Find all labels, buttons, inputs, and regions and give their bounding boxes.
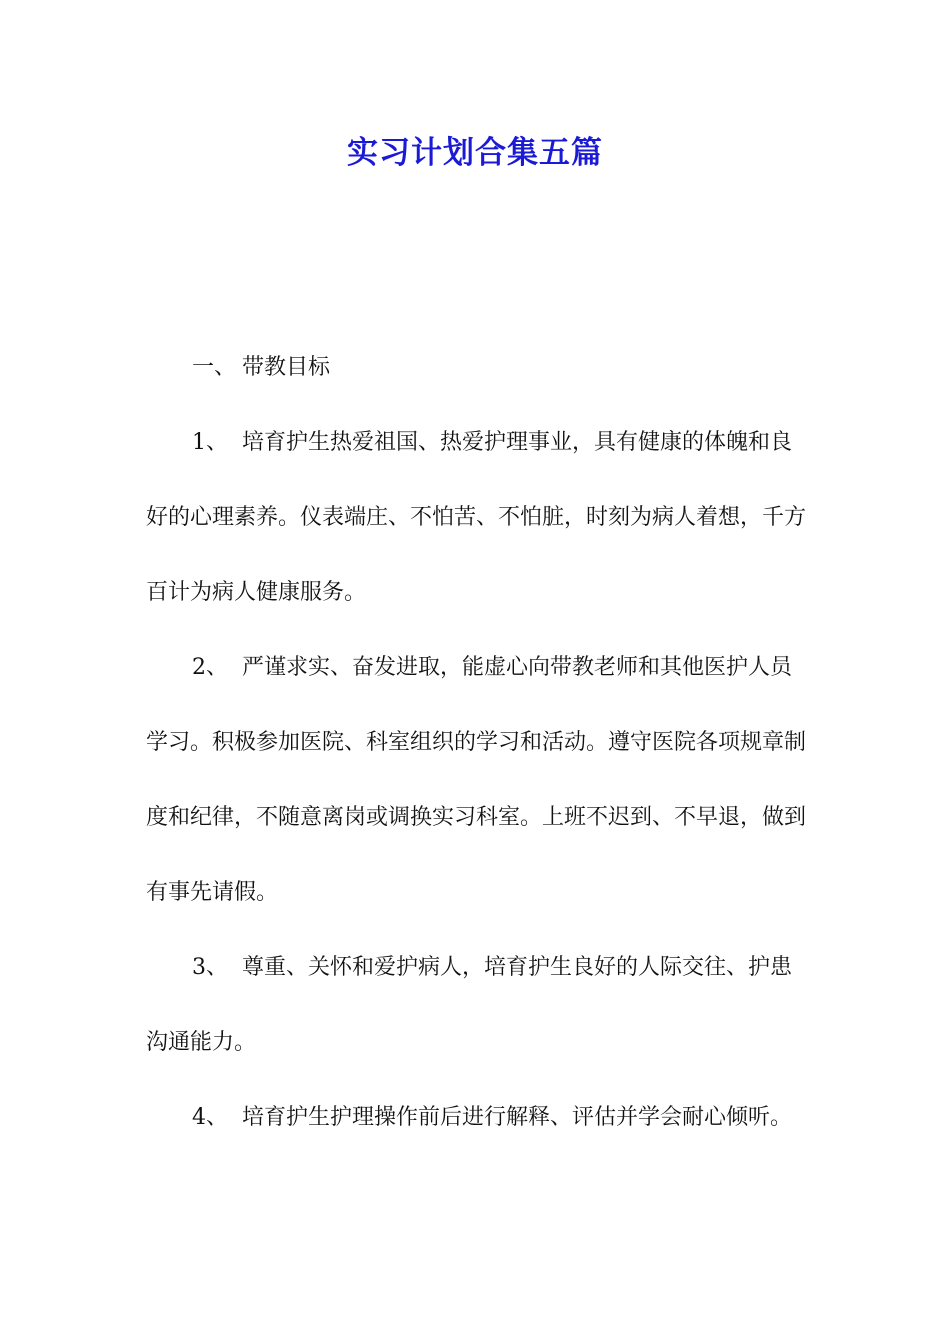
item-text: 尊重、关怀和爱护病人，培育护生良好的人际交往、护患沟通能力。 xyxy=(146,955,793,1055)
document-body xyxy=(146,330,806,1155)
item-text: 严谨求实、奋发进取，能虚心向带教老师和其他医护人员学习。积极参加医院、科室组织的学习和活动。遵守医院各项规章制度和纪律，不随意离岗或调换实习科室。上班不迟到、不早退，做到有事先请假。 xyxy=(146,655,807,905)
list-item xyxy=(146,630,806,930)
list-item xyxy=(146,405,806,630)
item-number: 2、 xyxy=(192,655,228,680)
item-number: 1、 xyxy=(192,430,228,455)
section-heading-text: 带教目标 xyxy=(242,355,331,380)
section-number: 一、 xyxy=(192,355,237,380)
list-item xyxy=(146,930,806,1080)
section-heading xyxy=(146,330,806,405)
item-number: 3、 xyxy=(192,955,228,980)
list-item xyxy=(146,1080,806,1155)
item-text: 培育护生热爱祖国、热爱护理事业，具有健康的体魄和良好的心理素养。仪表端庄、不怕苦、不怕脏，时刻为病人着想，千方百计为病人健康服务。 xyxy=(146,430,807,605)
item-number: 4、 xyxy=(192,1105,228,1130)
item-text: 培育护生护理操作前后进行解释、评估并学会耐心倾听。 xyxy=(242,1105,793,1130)
document-title: 实习计划合集五篇 xyxy=(347,135,603,171)
